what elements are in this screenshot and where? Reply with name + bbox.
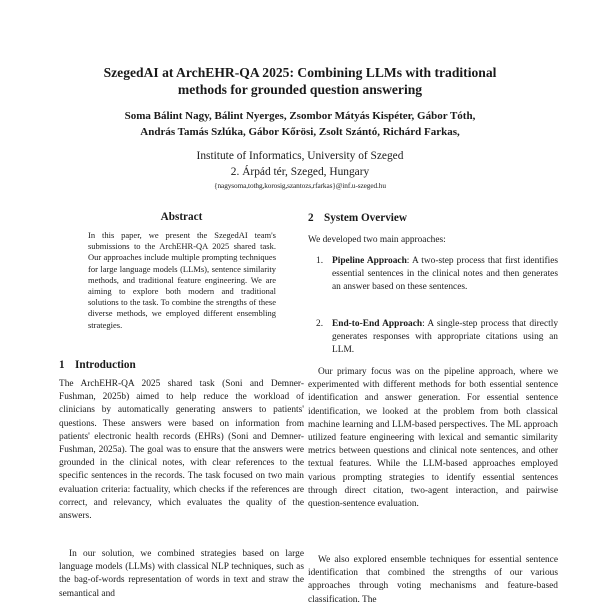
list-marker: 1. [316,256,324,266]
authors-line-1: Soma Bálint Nagy, Bálint Nyerges, Zsombor Mátyás Kispéter, Gábor Tóth, [124,110,476,122]
system-overview-intro: We developed two main approaches: [308,235,446,245]
authors-line-2-comma: , [456,126,460,138]
affiliation-line-1: Institute of Informatics, University of Szeged [196,150,404,162]
authors-line-2: András Tamás Szlúka, Gábor Kőrösi, Zsolt Szántó, Richárd Farkas [140,126,457,138]
list-item [308,255,558,295]
system-overview-paragraph-primary: Our primary focus was on the pipeline approach, where we experimented with different methods for both essential sentence identification and answer generation. For essential sentence identification, we looked at the problem from both classical machine learning and LLM-based perspectives. The ML approach utilized feature engineering with lexical and semantic similarity metrics between questions and clinical note sentences, and other textual features. While the LLM-based approaches employed various prompting strategies to identify essential sentences through direct citation, two-agent interaction, and pairwise question-sentence evaluation. [308,367,558,510]
approach-description: : A two-step process that first identifies essential sentences in the clinical notes and then generates an answer based on these sentences. [332,256,558,293]
section-number: 2 [308,212,314,224]
approach-description: : A single-step process that directly generates responses with appropriate citations using an LLM. [332,319,559,356]
section-number: 1 [59,359,65,371]
affiliation-line-2: 2. Árpád tér, Szeged, Hungary [230,166,370,178]
author-list [60,108,540,140]
system-overview-paragraph-ensemble: We also explored ensemble techniques for essential sentence identification that combined the strengths of our various approaches through voting mechanisms and feature-based classification. The [308,555,558,605]
approach-name: Pipeline Approach [332,256,407,266]
approach-name: End-to-End Approach [332,319,423,329]
section-title: System Overview [324,212,407,224]
email-addresses: {nagysoma,tothg,korosig,szantozs,rfarkas}@inf.u-szeged.hu [214,181,386,190]
section-heading-introduction [59,358,136,372]
introduction-paragraph-2: In our solution, we combined strategies based on large language models (LLMs) with classical NLP techniques, such as the bag-of-words representation of words in text and straw the semantical and [59,549,304,599]
abstract-heading: Abstract [160,211,203,223]
list-item [308,318,558,358]
list-marker: 2. [316,319,324,329]
section-title: Introduction [75,359,136,371]
abstract-text: In this paper, we present the SzegedAI team's submissions to the ArchEHR-QA 2025 shared task. Our approaches include multiple prompting techniques for large language models (LLMs), sentence similarity methods, and traditional feature engineering. We are aiming to explore both modern and traditional solutions to the task. To combine the strengths of these diverse methods, we employed different ensembling strategies. [88,230,276,330]
title-line-1: SzegedAI at ArchEHR-QA 2025: Combining LLMs with traditional [103,65,497,80]
affiliation [100,148,500,180]
section-heading-system-overview [308,211,407,225]
paper-title [60,64,540,98]
introduction-paragraph-1: The ArchEHR-QA 2025 shared task (Soni and Demner-Fushman, 2025b) aimed to help reduce the workload of clinicians by automatically generating answers to patients' questions. These answers were based on information from patients' electronic health records (EHRs) (Soni and Demner-Fushman, 2025a). The goal was to ensure that the answers were grounded in the clinical notes, with clear references to the specific sentences in the records. The task focused on two main evaluation criteria: factuality, which checks if the references are correct, and relevancy, which evaluates the quality of the answers. [59,379,304,522]
title-line-2: methods for grounded question answering [177,82,423,97]
